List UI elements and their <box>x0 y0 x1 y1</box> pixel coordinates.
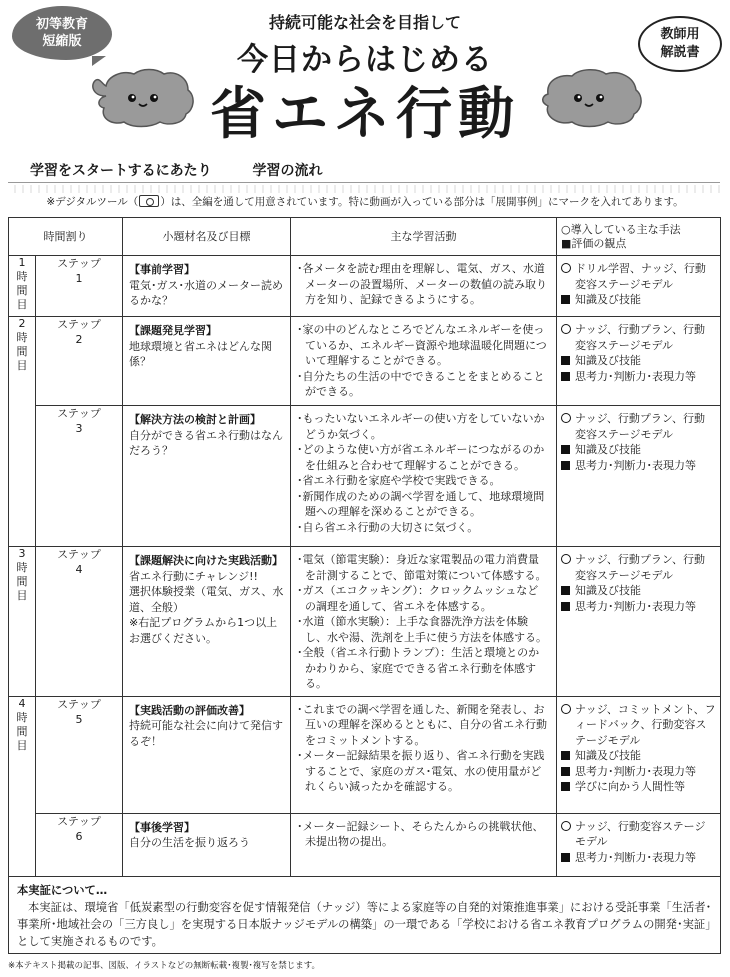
method-item <box>561 261 716 292</box>
method-item <box>561 292 716 308</box>
activity-item: ･家の中のどんなところでどんなエネルギーを使っているか、エネルギー資源や地球温暖化問題について理解することができる。 <box>297 323 547 367</box>
square-bullet-icon <box>561 295 570 304</box>
activity-item: ･ガス（エコクッキング）：クロックムッシュなどの調理を通して、省エネを体感する。 <box>297 584 539 613</box>
period-cell: 2 時 間 目 <box>9 317 36 547</box>
col-header-activities: 主な学習活動 <box>291 218 557 256</box>
section-divider <box>8 182 720 194</box>
table-row <box>9 256 721 317</box>
square-bullet-icon <box>561 767 570 776</box>
method-text: 知識及び技能 <box>575 584 641 597</box>
about-box <box>8 876 721 954</box>
page-title-line2: 省エネ行動 <box>210 82 520 147</box>
table-row <box>9 547 721 697</box>
step-cell: ステップ 3 <box>36 406 123 547</box>
circle-bullet-icon <box>561 821 571 831</box>
step-cell: ステップ 2 <box>36 317 123 406</box>
circle-bullet-icon <box>561 263 571 273</box>
method-text: ナッジ、コミットメント、フィードバック、行動変容ステージモデル <box>575 702 716 747</box>
method-item <box>561 458 716 474</box>
method-item <box>561 583 716 599</box>
subject-cell <box>123 317 291 406</box>
activities-cell <box>291 406 557 547</box>
method-text: 思考力･判断力･表現力等 <box>575 764 696 778</box>
method-item <box>561 442 716 458</box>
activities-cell <box>291 547 557 697</box>
method-text: 知識及び技能 <box>575 443 641 456</box>
circle-bullet-icon <box>561 413 571 423</box>
subject-cell <box>123 813 291 876</box>
square-bullet-icon <box>561 751 570 760</box>
table-row <box>9 813 721 876</box>
activity-item: ･各メータを読む理由を理解し、電気、ガス、水道メーターの設置場所、メーターの数値の読み取り方を知り、記録できるようにする。 <box>297 262 547 306</box>
subject-cell <box>123 696 291 813</box>
subject-goal: 省エネ行動にチャレンジ!! 選択体験授業（電気、ガス、水道、全般） ※右記プログラムから1つ以上お選びください。 <box>129 569 284 645</box>
subject-category: 【課題解決に向けた実践活動】 <box>129 554 283 567</box>
method-item <box>561 599 716 615</box>
square-bullet-icon <box>561 445 570 454</box>
activities-cell <box>291 813 557 876</box>
activity-item: ･省エネ行動を家庭や学校で実践できる。 <box>297 474 501 487</box>
col-header-period: 時間割り <box>9 218 123 256</box>
activities-cell <box>291 256 557 317</box>
method-item <box>561 702 716 749</box>
digital-tool-note <box>0 194 730 209</box>
method-text: 知識及び技能 <box>575 293 641 306</box>
square-bullet-icon <box>561 602 570 611</box>
method-text: 思考力･判断力･表現力等 <box>575 850 696 864</box>
methods-header-line2: ■評価の観点 <box>561 236 627 250</box>
subject-category: 【事前学習】 <box>129 263 195 276</box>
methods-cell <box>557 547 721 697</box>
square-bullet-icon <box>561 356 570 365</box>
page-subtitle: 持続可能な社会を目指して <box>268 13 461 32</box>
table-row <box>9 696 721 813</box>
subject-goal: 地球環境と省エネはどんな関係？ <box>129 339 272 368</box>
method-item <box>561 322 716 353</box>
method-text: ナッジ、行動プラン、行動変容ステージモデル <box>575 553 706 582</box>
subject-cell <box>123 406 291 547</box>
subject-cell <box>123 256 291 317</box>
square-bullet-icon <box>561 461 570 470</box>
teacher-badge-line2: 解説書 <box>660 45 700 60</box>
activities-cell <box>291 696 557 813</box>
device-icon <box>139 195 159 207</box>
method-text: 学びに向かう人間性等 <box>575 780 685 793</box>
method-text: ナッジ、行動変容ステージモデル <box>575 819 706 848</box>
col-header-methods <box>557 218 721 256</box>
square-bullet-icon <box>561 586 570 595</box>
subject-goal: 電気･ガス･水道のメーター読めるかな？ <box>129 278 283 307</box>
activity-item: ･どのような使い方が省エネルギーにつながるのかを仕組みと合わせて理解することができる。 <box>297 443 545 472</box>
method-text: ナッジ、行動プラン、行動変容ステージモデル <box>575 323 706 352</box>
activity-item: ･自分たちの生活の中でできることをまとめることができる。 <box>297 369 545 398</box>
method-text: 思考力･判断力･表現力等 <box>575 458 696 472</box>
circle-bullet-icon <box>561 704 571 714</box>
methods-cell <box>557 256 721 317</box>
period-cell: 1 時 間 目 <box>9 256 36 317</box>
methods-cell <box>557 696 721 813</box>
table-header-row <box>9 218 721 256</box>
method-text: ドリル学習、ナッジ、行動変容ステージモデル <box>575 262 706 291</box>
method-text: 知識及び技能 <box>575 749 641 762</box>
method-item <box>561 369 716 385</box>
subject-goal: 持続可能な社会に向けて発信するぞ！ <box>129 719 283 748</box>
subject-category: 【課題発見学習】 <box>129 324 217 337</box>
methods-cell <box>557 317 721 406</box>
mascot-right-illustration <box>536 66 646 128</box>
learning-flow-table <box>8 217 721 877</box>
col-header-subject: 小題材名及び目標 <box>123 218 291 256</box>
subject-category: 【解決方法の検討と計画】 <box>129 413 261 426</box>
section-heading-flow: 学習の流れ <box>252 163 323 179</box>
teacher-badge-line1: 教師用 <box>660 27 700 42</box>
subject-goal: 自分ができる省エネ行動はなんだろう？ <box>129 428 283 457</box>
method-item <box>561 779 716 795</box>
activity-item: ･メーター記録結果を振り返り、省エネ行動を実践することで、家庭のガス･電気、水の使用量がどれくらい減ったかを確認する。 <box>297 749 545 793</box>
activities-cell <box>291 317 557 406</box>
table-row <box>9 317 721 406</box>
subject-goal: 自分の生活を振り返ろう <box>129 836 250 849</box>
methods-cell <box>557 813 721 876</box>
note-text-after: ）は、全編を通して用意されています。特に動画が入っている部分は「展開事例」にマークを入れてあります。 <box>160 196 684 208</box>
method-item <box>561 552 716 583</box>
circle-bullet-icon <box>561 324 571 334</box>
note-text-before: ※デジタルツール（ <box>46 196 139 208</box>
activity-item: ･全般（省エネ行動トランプ）：生活と環境とのかかわりから、家庭でできる省エネ行動を体感する。 <box>297 646 540 690</box>
about-title: 本実証について… <box>17 884 108 897</box>
subject-category: 【実践活動の評価改善】 <box>129 703 250 717</box>
step-cell: ステップ 6 <box>36 813 123 876</box>
square-bullet-icon <box>561 372 570 381</box>
method-text: 思考力･判断力･表現力等 <box>575 369 696 383</box>
page-title-line1: 今日からはじめる <box>237 42 493 78</box>
activity-item: ･メーター記録シート、そらたんからの挑戦状他、未提出物の提出。 <box>297 819 544 848</box>
edition-badge-line2: 短縮版 <box>42 34 82 49</box>
method-item <box>561 353 716 369</box>
step-cell: ステップ 4 <box>36 547 123 697</box>
methods-cell <box>557 406 721 547</box>
table-row <box>9 406 721 547</box>
subject-cell <box>123 547 291 697</box>
activity-item: ･水道（節水実験）：上手な食器洗浄方法を体験し、水や湯、洗剤を上手に使う方法を体感する。 <box>297 615 547 644</box>
method-item <box>561 411 716 442</box>
square-bullet-icon <box>561 782 570 791</box>
circle-bullet-icon <box>561 554 571 564</box>
method-text: 思考力･判断力･表現力等 <box>575 599 696 613</box>
step-cell: ステップ 5 <box>36 696 123 813</box>
activity-item: ･もったいないエネルギーの使い方をしていないかどうか気づく。 <box>297 412 545 441</box>
method-item <box>561 850 716 866</box>
period-cell: 3 時 間 目 <box>9 547 36 697</box>
step-cell: ステップ 1 <box>36 256 123 317</box>
activity-item: ･自ら省エネ行動の大切さに気づく。 <box>297 520 479 534</box>
method-item <box>561 819 716 850</box>
section-heading-start: 学習をスタートするにあたり <box>30 163 212 179</box>
activity-item: ･これまでの調べ学習を通した、新聞を発表し、お互いの理解を深めるとともに、自分の省エネ行動をコミットメントする。 <box>297 702 547 747</box>
edition-badge-line1: 初等教育 <box>35 17 88 32</box>
subject-category: 【事後学習】 <box>129 820 195 834</box>
period-cell: 4 時 間 目 <box>9 696 36 876</box>
copyright-footnote: ※本テキスト掲載の記事、図版、イラストなどの無断転載･複製･複写を禁じます。 <box>8 961 321 971</box>
activity-item: ･電気（節電実験）：身近な家電製品の電力消費量を計測することで、節電対策について体感する。 <box>297 553 547 582</box>
square-bullet-icon <box>561 853 570 862</box>
about-body: 本実証は、環境省「低炭素型の行動変容を促す情報発信（ナッジ）等による家庭等の自発的対策推進事業」における受託事業「生活者･事業所･地域社会の「三方良し」を実現する日本版ナッジモデルの構築」の一環である「学校における省エネ教育プログラムの開発･実証」として実施されるものです。 <box>17 901 712 948</box>
section-heading <box>30 160 322 180</box>
method-text: ナッジ、行動プラン、行動変容ステージモデル <box>575 412 706 441</box>
method-item <box>561 748 716 764</box>
method-text: 知識及び技能 <box>575 354 641 367</box>
method-item <box>561 764 716 780</box>
activity-item: ･新聞作成のための調べ学習を通して、地球環境問題への理解を深めることができる。 <box>297 489 545 518</box>
mascot-left-illustration <box>88 66 198 128</box>
methods-header-line1: ○導入している主な手法 <box>561 222 681 236</box>
